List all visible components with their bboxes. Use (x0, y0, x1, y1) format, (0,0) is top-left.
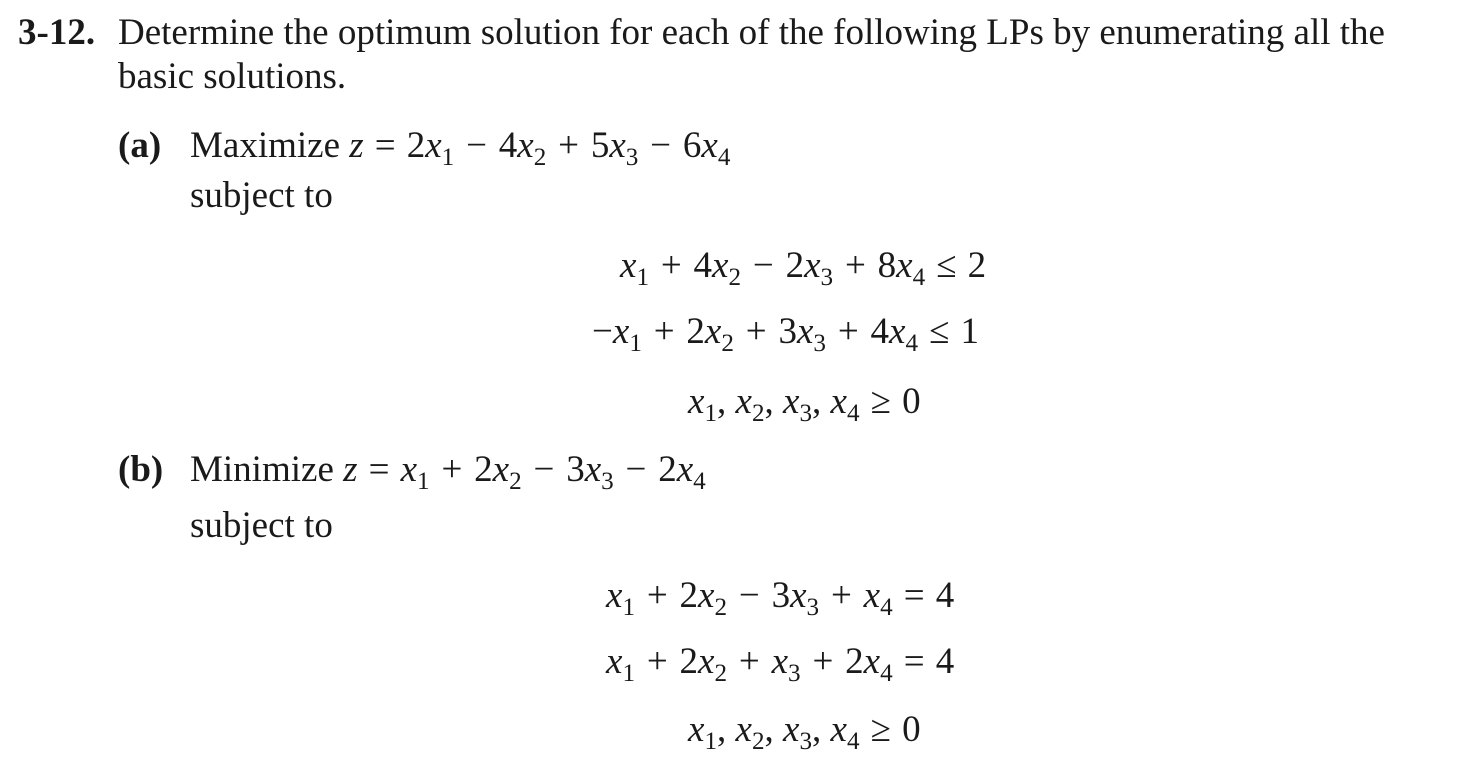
part-b-objective-row (190, 449, 706, 496)
part-b-label: (b) (118, 449, 164, 490)
part-a-objective-word: Maximize (190, 125, 341, 166)
part-a-objective: $z = 2x_1 - 4x_2 + 5x_3 - 6x_4$ (349, 125, 731, 172)
part-b-objective-word: Minimize (190, 449, 334, 490)
part-a-nonnegativity: $x_1$, $x_2$, $x_3$, $x_4 \ge 0$ (688, 381, 921, 428)
problem-number: 3-12. (18, 12, 96, 53)
part-a-constraint-1: $x_1 + 4x_2 - 2x_3 + 8x_4 \le 2$ (620, 245, 987, 292)
part-b-subject-to: subject to (190, 505, 333, 546)
part-a-label: (a) (118, 125, 162, 166)
problem-statement-line1: Determine the optimum solution for each of the following LPs by enumerating all the (118, 12, 1385, 53)
problem-statement-line2: basic solutions. (118, 56, 347, 97)
part-a-objective-row (190, 125, 731, 172)
part-a-subject-to: subject to (190, 175, 333, 216)
part-b-constraint-1: $x_1 + 2x_2 - 3x_3 + x_4 = 4$ (606, 575, 955, 622)
part-b-constraint-2: $x_1 + 2x_2 + x_3 + 2x_4 = 4$ (606, 641, 955, 688)
part-b-objective: $z = x_1 + 2x_2 - 3x_3 - 2x_4$ (343, 449, 706, 496)
part-a-constraint-2: $-x_1 + 2x_2 + 3x_3 + 4x_4 \le 1$ (592, 311, 980, 358)
part-b-nonnegativity: $x_1$, $x_2$, $x_3$, $x_4 \ge 0$ (688, 709, 921, 756)
